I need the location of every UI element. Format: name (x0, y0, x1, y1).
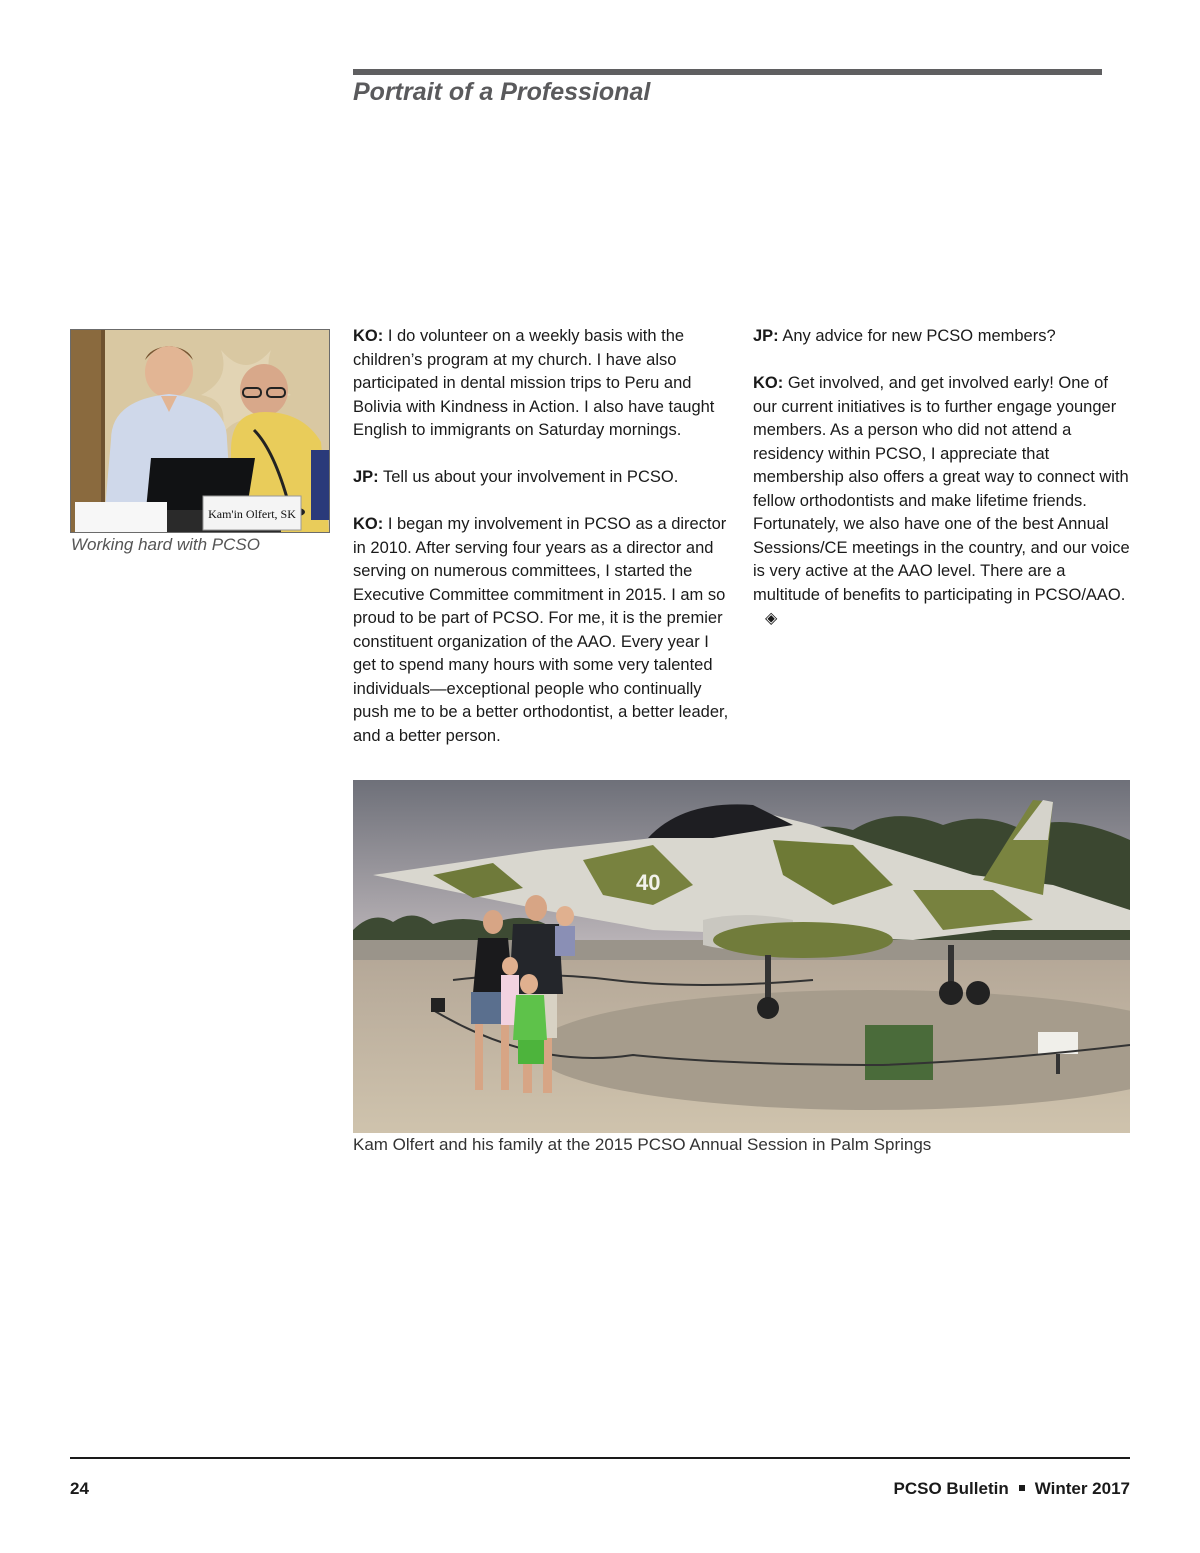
speaker-label: KO: (753, 374, 784, 392)
paragraph (353, 513, 735, 748)
header-rule (353, 69, 1102, 75)
issue-date: Winter 2017 (1034, 1479, 1130, 1498)
speaker-label: JP: (753, 327, 779, 345)
speaker-label: KO: (353, 515, 384, 533)
interview-column-2 (753, 325, 1135, 654)
jet-number: 40 (636, 870, 661, 895)
nameplate-text: Kam'in Olfert, SK (208, 507, 296, 521)
section-title: Portrait of a Professional (353, 78, 651, 106)
meeting-photo (70, 329, 330, 533)
paragraph-text: Any advice for new PCSO members? (778, 327, 1056, 345)
paragraph-text: I began my involvement in PCSO as a director in 2010. After serving four years as a director and serving on numerous committees, I started the Executive Committee commitment in 2015. I am so proud to be part of PCSO. For me, it is the premier constituent organization of the AAO. Every year I get to spend many hours with some very talented individuals—exceptional people who continually push me to be a better orthodontist, a better leader, and a better person. (353, 515, 729, 745)
paragraph (353, 325, 735, 443)
paragraph-text: Get involved, and get involved early! One of our current initiatives is to further engage younger members. As a person who did not attend a residency within PCSO, I appreciate that membership also offers a great way to connect with fellow orthodontists and make lifetime friends. Fortunately, we also have one of the best Annual Sessions/CE meetings in the country, and our voice is very active at the AAO level. There are a multitude of benefits to participating in PCSO/AAO. (753, 374, 1130, 604)
family-jet-photo-caption: Kam Olfert and his family at the 2015 PCSO Annual Session in Palm Springs (353, 1135, 932, 1154)
publication-name: PCSO Bulletin (893, 1479, 1009, 1498)
interview-column-1 (353, 325, 735, 772)
paragraph (753, 325, 1135, 349)
family-jet-photo (353, 780, 1130, 1133)
paragraph (353, 466, 735, 490)
paragraph (753, 372, 1135, 631)
meeting-photo-caption: Working hard with PCSO (71, 535, 260, 554)
page-number: 24 (70, 1479, 89, 1498)
separator-square-icon (1019, 1485, 1025, 1491)
paragraph-text: I do volunteer on a weekly basis with the children’s program at my church. I have also participated in dental mission trips to Peru and Bolivia with Kindness in Action. I also have taught English to immigrants on Saturday mornings. (353, 327, 715, 439)
speaker-label: JP: (353, 468, 379, 486)
publication-footer (893, 1479, 1130, 1499)
footer-rule (70, 1457, 1130, 1459)
end-of-article-icon: ◈ (765, 610, 778, 627)
speaker-label: KO: (353, 327, 384, 345)
paragraph-text: Tell us about your involvement in PCSO. (378, 468, 679, 486)
